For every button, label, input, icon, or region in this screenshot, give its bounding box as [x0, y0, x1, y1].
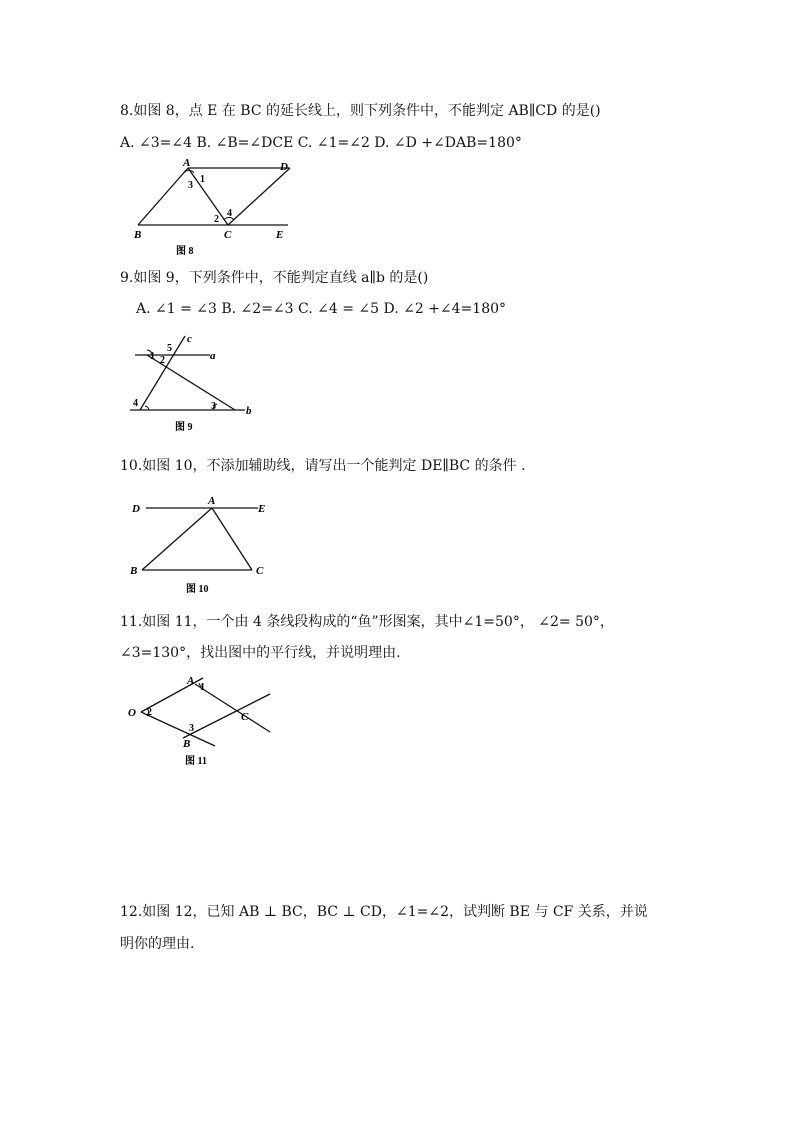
- angle-3: 3: [189, 723, 194, 734]
- point-A: A: [183, 158, 191, 169]
- figure-caption: 图 8: [176, 246, 194, 257]
- segment-OB: [141, 712, 215, 746]
- angle-2: 2: [160, 355, 165, 366]
- point-B: B: [130, 565, 138, 577]
- figure-8: [128, 158, 303, 258]
- point-A: A: [208, 495, 216, 507]
- segment-AB: [142, 508, 212, 570]
- point-C: C: [256, 565, 264, 577]
- q9-stem: 9.如图 9，下列条件中，不能判定直线 a∥b 的是(): [120, 270, 429, 286]
- segment-AC: [212, 508, 252, 570]
- segment-AC: [195, 684, 270, 732]
- segment-AC: [188, 168, 228, 225]
- q12-stem-line2: 明你的理由.: [120, 936, 195, 952]
- figure-caption: 图 10: [186, 584, 209, 595]
- angle-1: 1: [200, 682, 205, 693]
- line-label-c: c: [187, 333, 192, 345]
- point-D: D: [132, 503, 140, 515]
- point-E: E: [276, 229, 284, 241]
- figure-caption: 图 11: [185, 756, 207, 767]
- angle-3: 3: [211, 401, 216, 412]
- angle-1: 1: [150, 351, 155, 362]
- line-label-b: b: [246, 405, 252, 417]
- segment-BC: [183, 694, 270, 738]
- segment-AB: [138, 168, 188, 225]
- angle-1: 1: [200, 174, 205, 185]
- point-B: B: [183, 738, 191, 750]
- line-c: [140, 336, 185, 410]
- point-O: O: [128, 707, 136, 719]
- angle-4: 4: [133, 398, 138, 409]
- segment-CD: [228, 168, 290, 225]
- q8-options: A. ∠3=∠4 B. ∠B=∠DCE C. ∠1=∠2 D. ∠D +∠DAB=180°: [120, 135, 522, 151]
- point-B: B: [134, 229, 142, 241]
- line-label-a: a: [210, 350, 216, 362]
- q8-stem: 8.如图 8，点 E 在 BC 的延长线上，则下列条件中，不能判定 AB∥CD 的是(): [120, 103, 601, 119]
- angle-2: 2: [147, 707, 152, 718]
- point-C: C: [241, 711, 249, 723]
- angle-4: 4: [227, 208, 232, 219]
- angle-3: 3: [188, 180, 193, 191]
- figure-11: [125, 672, 277, 770]
- figure-caption: 图 9: [175, 422, 193, 433]
- figure-10: [128, 494, 278, 596]
- angle-5: 5: [167, 343, 172, 354]
- point-D: D: [280, 161, 288, 173]
- point-A: A: [187, 675, 195, 687]
- q11-stem-line2: ∠3=130°，找出图中的平行线，并说明理由.: [120, 645, 401, 661]
- q9-options: A. ∠1 = ∠3 B. ∠2=∠3 C. ∠4 = ∠5 D. ∠2 +∠4=180°: [136, 301, 507, 317]
- angle-2: 2: [214, 214, 219, 225]
- q10-stem: 10.如图 10，不添加辅助线，请写出一个能判定 DE∥BC 的条件 .: [120, 458, 526, 474]
- figure-9: [125, 330, 265, 440]
- point-C: C: [224, 229, 232, 241]
- q11-stem-line1: 11.如图 11，一个由 4 条线段构成的“鱼”形图案，其中∠1=50°， ∠2= 50°，: [120, 614, 614, 630]
- q12-stem-line1: 12.如图 12，已知 AB ⊥ BC，BC ⊥ CD，∠1=∠2，试判断 BE 与 CF 关系，并说: [120, 904, 648, 920]
- point-E: E: [258, 503, 266, 515]
